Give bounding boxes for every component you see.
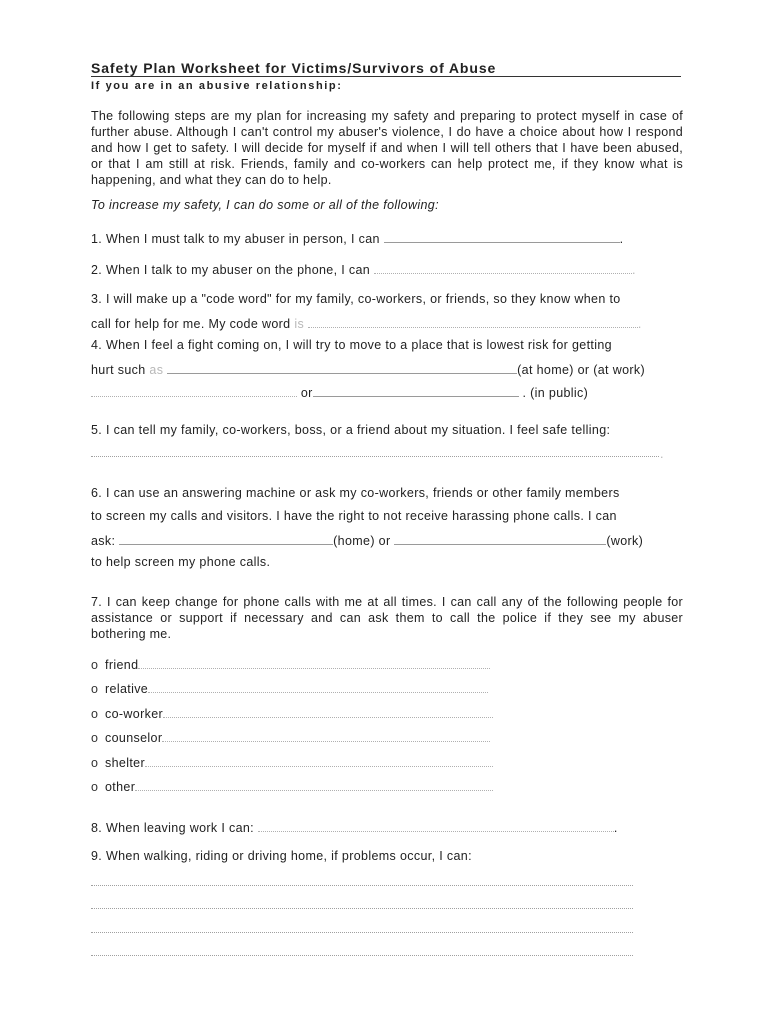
contact-friend bbox=[91, 656, 490, 672]
contact-counselor bbox=[91, 729, 490, 745]
contact-coworker bbox=[91, 705, 493, 721]
item-6-home-blank[interactable] bbox=[119, 532, 333, 545]
item-5-period: . bbox=[660, 447, 664, 461]
contact-shelter-blank[interactable] bbox=[145, 754, 493, 767]
item-4-line-3 bbox=[91, 384, 588, 400]
title-underline bbox=[91, 76, 681, 77]
item-8 bbox=[91, 819, 618, 835]
item-5: 5. I can tell my family, co-workers, boss, or a friend about my situation. I feel safe telling: bbox=[91, 423, 611, 437]
page-title: Safety Plan Worksheet for Victims/Survivors of Abuse bbox=[91, 60, 497, 76]
item-1-blank[interactable] bbox=[384, 230, 620, 243]
item-3-faint-word: is bbox=[294, 317, 305, 331]
page-subtitle: If you are in an abusive relationship: bbox=[91, 80, 343, 92]
item-3-line-1: 3. I will make up a "code word" for my family, co-workers, or friends, so they know when to bbox=[91, 292, 621, 306]
item-3-text: call for help for me. My code word bbox=[91, 317, 291, 331]
item-1 bbox=[91, 230, 623, 246]
item-4-public: . (in public) bbox=[522, 386, 589, 400]
item-5-answer-line[interactable] bbox=[91, 455, 659, 457]
item-1-period: . bbox=[619, 232, 624, 246]
code-word-blank[interactable] bbox=[308, 315, 638, 328]
contact-relative bbox=[91, 680, 488, 696]
item-6-line-3 bbox=[91, 532, 643, 548]
item-6-home: (home) or bbox=[333, 534, 391, 548]
contact-other bbox=[91, 778, 493, 794]
bullet-icon: o bbox=[91, 731, 99, 745]
item-8-blank[interactable] bbox=[258, 819, 614, 832]
item-2-period: . bbox=[631, 263, 636, 277]
item-3-line-2 bbox=[91, 315, 642, 331]
item-4-line-2 bbox=[91, 361, 645, 377]
bullet-icon: o bbox=[91, 658, 99, 672]
item-4-line-1: 4. When I feel a fight coming on, I will try to move to a place that is lowest risk for getting bbox=[91, 338, 612, 352]
item-9: 9. When walking, riding or driving home, if problems occur, I can: bbox=[91, 849, 472, 863]
item-2-text: 2. When I talk to my abuser on the phone, I can bbox=[91, 263, 371, 277]
item-6-line-2: to screen my calls and visitors. I have the right to not receive harassing phone calls. I can bbox=[91, 509, 617, 523]
item-4-blank-3[interactable] bbox=[313, 384, 519, 397]
item-4-home-work: (at home) or (at work) bbox=[517, 363, 646, 377]
item-6-ask: ask: bbox=[91, 534, 116, 548]
contact-counselor-blank[interactable] bbox=[162, 729, 490, 742]
item-9-answer-line-1[interactable] bbox=[91, 884, 633, 886]
contact-friend-blank[interactable] bbox=[138, 656, 490, 669]
lead-text: To increase my safety, I can do some or all of the following: bbox=[91, 198, 439, 212]
contact-other-blank[interactable] bbox=[135, 778, 493, 791]
contact-label: friend bbox=[105, 658, 139, 672]
item-2 bbox=[91, 261, 636, 277]
contact-label: counselor bbox=[105, 731, 163, 745]
item-6-line-4: to help screen my phone calls. bbox=[91, 555, 271, 569]
bullet-icon: o bbox=[91, 682, 99, 696]
intro-paragraph: The following steps are my plan for increasing my safety and preparing to protect myself in case of further abuse. Although I can't control my abuser's violence, I do have a choice about how I respond and how I get to safety. I will decide for myself if and when I will tell others that I have been abused, or that I am still at risk. Friends, family and co-workers can help protect me, if they know what is happening, and what they can do to help. bbox=[91, 109, 683, 187]
item-8-text: 8. When leaving work I can: bbox=[91, 821, 254, 835]
contact-coworker-blank[interactable] bbox=[163, 705, 493, 718]
contact-label: shelter bbox=[105, 756, 145, 770]
item-4-text: hurt such bbox=[91, 363, 146, 377]
item-4-blank-1[interactable] bbox=[167, 361, 517, 374]
contact-label: relative bbox=[105, 682, 149, 696]
item-3-period: . bbox=[637, 317, 642, 331]
contact-relative-blank[interactable] bbox=[148, 680, 488, 693]
item-4-or: or bbox=[300, 386, 313, 400]
item-6-line-1: 6. I can use an answering machine or ask my co-workers, friends or other family members bbox=[91, 486, 620, 500]
item-6-work: (work) bbox=[606, 534, 644, 548]
item-9-answer-line-2[interactable] bbox=[91, 907, 633, 909]
bullet-icon: o bbox=[91, 707, 99, 721]
bullet-icon: o bbox=[91, 756, 99, 770]
item-7-text: 7. I can keep change for phone calls with me at all times. I can call any of the following people for assistance or support if necessary and can ask them to call the police if they see my abuser bothering me. bbox=[91, 595, 683, 641]
contact-shelter bbox=[91, 754, 493, 770]
contact-label: co-worker bbox=[105, 707, 164, 721]
item-4-faint-word: as bbox=[149, 363, 164, 377]
item-2-blank[interactable] bbox=[374, 261, 632, 274]
item-9-answer-line-4[interactable] bbox=[91, 954, 633, 956]
item-9-answer-line-3[interactable] bbox=[91, 931, 633, 933]
item-1-text: 1. When I must talk to my abuser in person, I can bbox=[91, 232, 380, 246]
contact-label: other bbox=[105, 780, 136, 794]
item-6-work-blank[interactable] bbox=[394, 532, 606, 545]
bullet-icon: o bbox=[91, 780, 99, 794]
item-4-blank-2[interactable] bbox=[91, 384, 297, 397]
item-8-period: . bbox=[613, 821, 618, 835]
